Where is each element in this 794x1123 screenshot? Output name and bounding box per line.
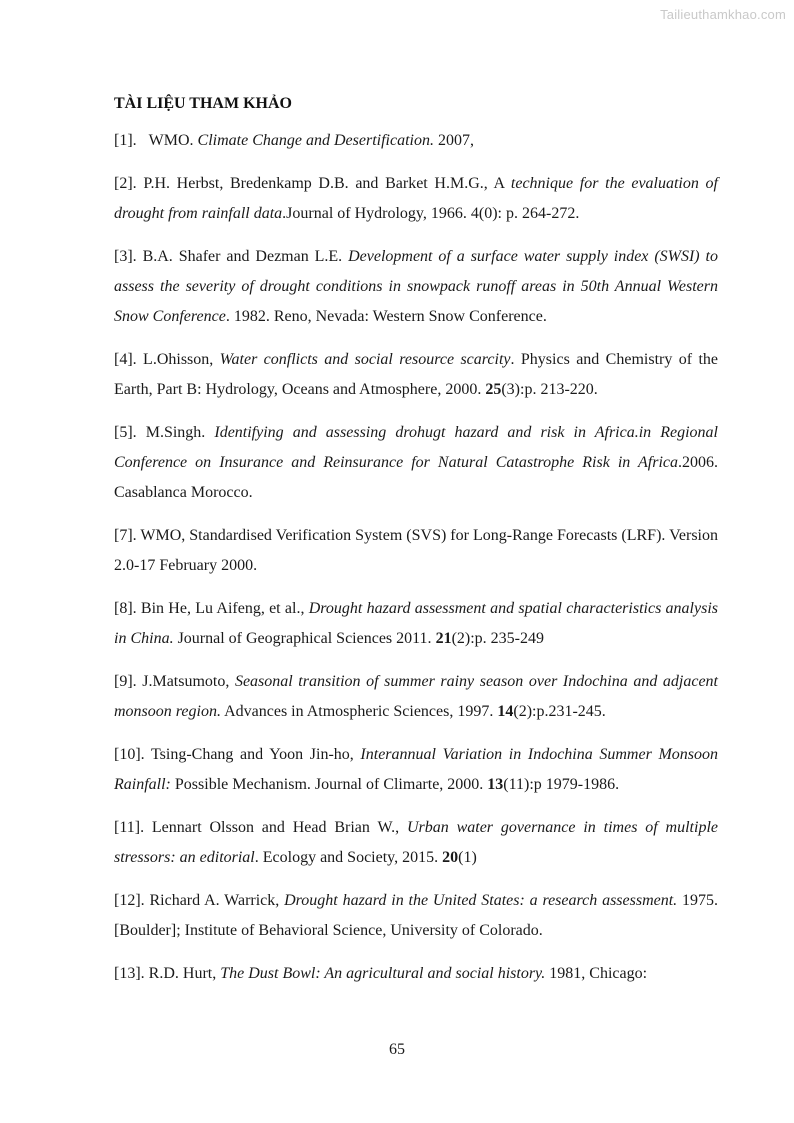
watermark-text: Tailieuthamkhao.com	[660, 7, 786, 22]
reference-item-9: [9]. J.Matsumoto, Seasonal transition of summer rainy season over Indochina and adjacent monsoon region. Advances in Atmospheric Sciences, 1997. 14(2):p.231-245.	[114, 673, 718, 720]
reference-item-7: [7]. WMO, Standardised Verification System (SVS) for Long-Range Forecasts (LRF). Version 2.0-17 February 2000.	[114, 527, 718, 574]
page-number: 65	[389, 1041, 405, 1058]
reference-item-3: [3]. B.A. Shafer and Dezman L.E. Development of a surface water supply index (SWSI) to assess the severity of drought conditions in snowpack runoff areas in 50th Annual Western Snow Conference. 1982. Reno, Nevada: Western Snow Conference.	[114, 248, 719, 325]
reference-item-8: [8]. Bin He, Lu Aifeng, et al., Drought hazard assessment and spatial characteristics analysis in China. Journal of Geographical Sciences 2011. 21(2):p. 235-249	[114, 600, 718, 647]
reference-item-1: [1]. WMO. Climate Change and Desertification. 2007,	[114, 132, 474, 149]
reference-item-10: [10]. Tsing-Chang and Yoon Jin-ho, Interannual Variation in Indochina Summer Monsoon Rainfall: Possible Mechanism. Journal of Climarte, 2000. 13(11):p 1979-1986.	[114, 746, 719, 793]
reference-list	[114, 126, 718, 1002]
reference-item-2: [2]. P.H. Herbst, Bredenkamp D.B. and Barket H.M.G., A technique for the evaluation of drought from rainfall data.Journal of Hydrology, 1966. 4(0): p. 264-272.	[114, 175, 718, 222]
reference-item-11: [11]. Lennart Olsson and Head Brian W., Urban water governance in times of multiple stressors: an editorial. Ecology and Society, 2015. 20(1)	[114, 819, 718, 866]
references-heading: TÀI LIỆU THAM KHẢO	[114, 95, 292, 112]
reference-item-5: [5]. M.Singh. Identifying and assessing drohugt hazard and risk in Africa.in Regional Conference on Insurance and Reinsurance for Natural Catastrophe Risk in Africa.2006. Casablanca Morocco.	[114, 424, 718, 501]
reference-item-13: [13]. R.D. Hurt, The Dust Bowl: An agricultural and social history. 1981, Chicago:	[114, 965, 648, 982]
reference-item-4: [4]. L.Ohisson, Water conflicts and social resource scarcity. Physics and Chemistry of the Earth, Part B: Hydrology, Oceans and Atmosphere, 2000. 25(3):p. 213-220.	[114, 351, 718, 398]
reference-item-12: [12]. Richard A. Warrick, Drought hazard in the United States: a research assessment. 1975.[Boulder]; Institute of Behavioral Science, University of Colorado.	[114, 892, 719, 939]
